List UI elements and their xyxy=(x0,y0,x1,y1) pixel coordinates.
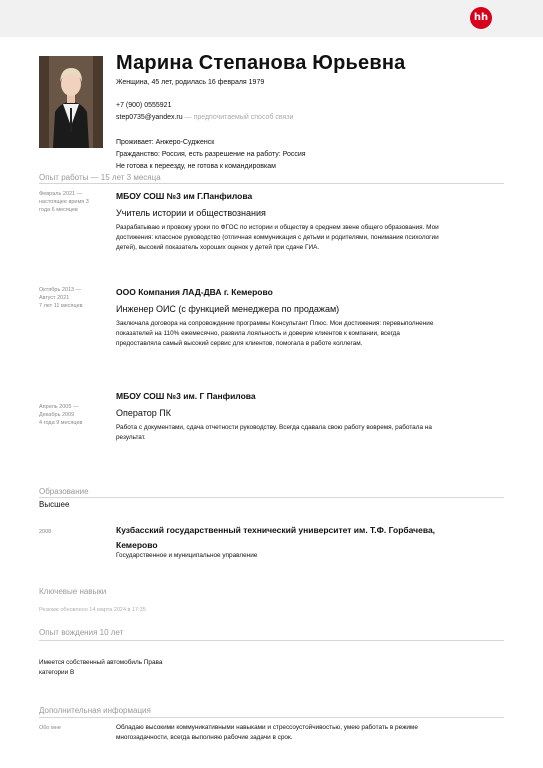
job-position: Учитель истории и обществознания xyxy=(116,208,266,218)
relocation: Не готова к переезду, не готова к командировкам xyxy=(116,163,276,170)
about-text: Обладаю высокими коммуникативными навыками и стрессоустойчивостью, умею работать в режиме многозадачности, всегда выполняю рабочие задачи в срок. xyxy=(116,724,418,741)
job-company: МБОУ СОШ №3 им. Г Панфилова xyxy=(116,391,256,401)
education-year: 2008 xyxy=(39,529,52,535)
driving-title: Опыт вождения 10 лет xyxy=(39,628,124,637)
skills-title: Ключевые навыки xyxy=(39,587,107,596)
resume-updated: Резюме обновлено 14 марта 2024 в 17:35 xyxy=(39,607,146,613)
email-link[interactable]: step0735@yandex.ru xyxy=(116,114,183,121)
about-label: Обо мне xyxy=(39,725,61,731)
citizenship: Гражданство: Россия, есть разрешение на работу: Россия xyxy=(116,151,306,158)
phone-link[interactable]: +7 (900) 0555921 xyxy=(116,102,172,109)
job-description: Работа с документами, сдача отчетности руководству. Всегда сдавала свою работу вовремя, работала на результат. xyxy=(116,424,432,441)
job-description: Заключала договора на сопровождение программы Консультант Плюс. Мои достижения: перевыполнение показателей на 110% ежемесячно, развила лояльность и доверие клиентов к компании, всегда предоставляла самый высокий сервис для клиентов, помогала в работе коллегам. xyxy=(116,320,434,347)
job-period: Апрель 2005 — Декабрь 2009 4 года 9 месяцев xyxy=(39,404,83,426)
hh-logo: hh xyxy=(470,7,492,29)
additional-title: Дополнительная информация xyxy=(39,706,151,715)
education-divider xyxy=(39,497,504,498)
driving-divider xyxy=(39,640,504,641)
job-company: ООО Компания ЛАД-ДВА г. Кемерово xyxy=(116,287,273,297)
education-level: Высшее xyxy=(39,500,70,509)
education-title: Образование xyxy=(39,487,89,496)
education-faculty: Государственное и муниципальное управление xyxy=(116,552,258,559)
job-position: Оператор ПК xyxy=(116,408,171,418)
profile-photo xyxy=(39,56,103,148)
additional-divider xyxy=(39,717,504,718)
job-period: Февраль 2021 — настоящее время 3 года 6 месяцев xyxy=(39,191,89,213)
education-institution: Кузбасский государственный технический университет им. Т.Ф. Горбачева, Кемерово xyxy=(116,525,436,550)
experience-divider xyxy=(39,183,504,184)
job-company: МБОУ СОШ №3 им Г.Панфилова xyxy=(116,191,253,201)
candidate-name: Марина Степанова Юрьевна xyxy=(116,52,406,74)
experience-title: Опыт работы — 15 лет 3 месяца xyxy=(39,173,161,182)
job-period: Октябрь 2013 — Август 2021 7 лет 11 месяцев xyxy=(39,287,83,309)
driving-text: Имеется собственный автомобиль Права категории B xyxy=(39,659,163,676)
job-description: Разрабатываю и провожу уроки по ФГОС по истории и обществу в среднем звене общего образования. Мои достижения: классное руководство (отличная коммуникация с детьми и родителями, понимание психологии детей), высокий показатель хороших оценок у детей при сдаче ГИА. xyxy=(116,224,439,251)
candidate-summary: Женщина, 45 лет, родилась 16 февраля 1979 xyxy=(116,79,265,86)
email-preference-note: — предпочитаемый способ связи xyxy=(184,114,294,121)
job-position: Инженер ОИС (с функцией менеджера по продажам) xyxy=(116,304,340,314)
residence: Проживает: Анжеро-Судженск xyxy=(116,139,215,146)
top-bar xyxy=(0,0,543,37)
